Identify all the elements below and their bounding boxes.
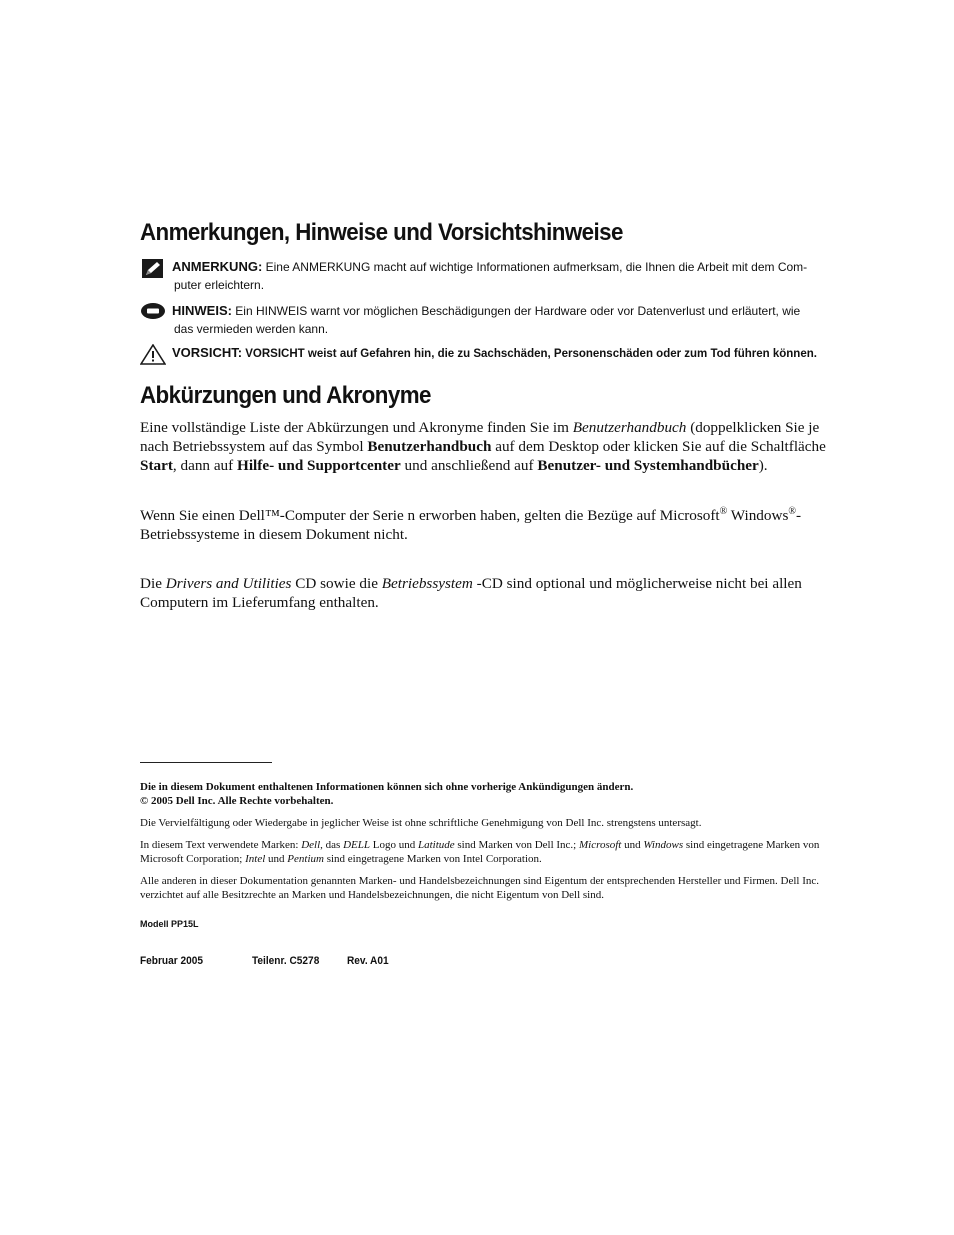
optional-cd-paragraph <box>140 574 850 612</box>
p1-text-a: Eine vollständige Liste der Abkürzungen und Akronyme finden Sie im <box>140 419 573 436</box>
p2-reg-mark-2: ® <box>788 505 796 517</box>
tm-text-a: In diesem Text verwendete Marken: <box>140 839 302 851</box>
caution-text: VORSICHT weist auf Gefahren hin, die zu Sachschäden, Personenschäden oder zum Tod führen können. <box>242 348 817 360</box>
p1-text-g: , dann auf <box>172 457 238 474</box>
p3-drivers-italic: Drivers and Utilities <box>165 575 292 592</box>
publication-date: Februar 2005 <box>140 955 204 967</box>
p1-text-c: (doppelklicken Sie je nach Betriebssystem auf das Symbol <box>140 419 820 455</box>
p2-text-c: -Betriebssysteme in diesem Dokument nicht. <box>140 507 802 543</box>
tm-intel: Intel <box>245 853 266 865</box>
p1-support-bold: Hilfe- und Supportcenter <box>237 457 401 474</box>
p2-reg-mark-1: ® <box>719 505 728 517</box>
tm-text-c: Logo und <box>370 839 418 851</box>
p1-text-i: und anschließend auf <box>400 457 538 474</box>
p3-text-e: -CD sind optional und möglicherweise nicht bei allen Computern im Lieferumfang enthalten. <box>140 575 802 611</box>
tm-dell: Dell <box>301 839 321 851</box>
footnote-divider <box>140 762 272 763</box>
tm-text-h: sind eingetragene Marken von Intel Corporation. <box>323 853 542 865</box>
note-text-line2: puter erleichtern. <box>174 278 265 292</box>
tm-text-b: , das <box>320 839 344 851</box>
p1-benutzerhandbuch-bold: Benutzerhandbuch <box>367 438 492 455</box>
tm-text-e: und <box>621 839 644 851</box>
copyright-line: © 2005 Dell Inc. Alle Rechte vorbehalten. <box>140 795 334 807</box>
notice-label: HINWEIS: <box>172 303 232 318</box>
part-number: Teilenr. C5278 <box>252 955 320 967</box>
tm-windows: Windows <box>643 839 684 851</box>
note-label: ANMERKUNG: <box>172 259 263 274</box>
note-text-line1: Eine ANMERKUNG macht auf wichtige Informationen aufmerksam, die Ihnen die Arbeit mit dem Com- <box>262 260 808 274</box>
warning-triangle-icon <box>140 344 166 366</box>
p1-text-k: ). <box>758 457 768 474</box>
notice-text-line2: das vermieden werden kann. <box>174 322 329 336</box>
p2-text-b: Windows <box>727 507 789 524</box>
trademarks-notice <box>140 838 850 866</box>
tm-dell-logo: DELL <box>343 839 370 851</box>
pencil-note-icon <box>140 258 166 280</box>
p3-betriebssystem-italic: Betriebssystem <box>381 575 473 592</box>
notes-heading: Anmerkungen, Hinweise und Vorsichtshinweise <box>140 219 623 246</box>
tm-latitude: Latitude <box>417 839 455 851</box>
p3-text-c: CD sowie die <box>291 575 382 592</box>
disclaimer-line: Die in diesem Dokument enthaltenen Informationen können sich ohne vorherige Ankündigungen ändern. <box>140 781 634 793</box>
p2-text-a: Wenn Sie einen Dell™-Computer der Serie n erworben haben, gelten die Bezüge auf Microsoft <box>140 507 720 524</box>
p1-benutzerhandbuch-italic: Benutzerhandbuch <box>572 419 687 436</box>
other-trademarks-notice: Alle anderen in dieser Dokumentation genannten Marken- und Handelsbezeichnungen sind Eigentum der entsprechenden Hersteller und Firmen. Dell Inc. verzichtet auf alle Besitzrechte an Marken und Handelsbezeichnungen, die nicht Eigentum von Dell sind. <box>140 875 820 901</box>
tm-text-d: sind Marken von Dell Inc.; <box>454 839 579 851</box>
p1-text-e: auf dem Desktop oder klicken Sie auf die Schaltfläche <box>491 438 826 455</box>
disclaimer-block <box>140 780 850 808</box>
reproduction-notice: Die Vervielfältigung oder Wiedergabe in jeglicher Weise ist ohne schriftliche Genehmigung von Dell Inc. strengstens untersagt. <box>140 817 702 829</box>
p3-text-a: Die <box>140 575 166 592</box>
abbreviations-paragraph <box>140 418 850 475</box>
abbreviations-heading: Abkürzungen und Akronyme <box>140 382 431 409</box>
caution-label: VORSICHT: <box>172 345 243 360</box>
p1-start-bold: Start <box>140 457 173 474</box>
revision: Rev. A01 <box>347 955 389 967</box>
p1-handbuecher-bold: Benutzer- und Systemhandbücher <box>537 457 759 474</box>
tm-microsoft: Microsoft <box>579 839 622 851</box>
n-series-paragraph <box>140 506 850 544</box>
notice-text-line1: Ein HINWEIS warnt vor möglichen Beschädigungen der Hardware oder vor Datenverlust und erläutert, wie <box>231 304 801 318</box>
tm-pentium: Pentium <box>287 853 324 865</box>
tm-text-g: und <box>265 853 288 865</box>
stop-hand-icon <box>140 302 166 324</box>
model-number: Modell PP15L <box>140 919 199 929</box>
tm-text-f: sind eingetragene Marken von Microsoft Corporation; <box>140 839 820 865</box>
